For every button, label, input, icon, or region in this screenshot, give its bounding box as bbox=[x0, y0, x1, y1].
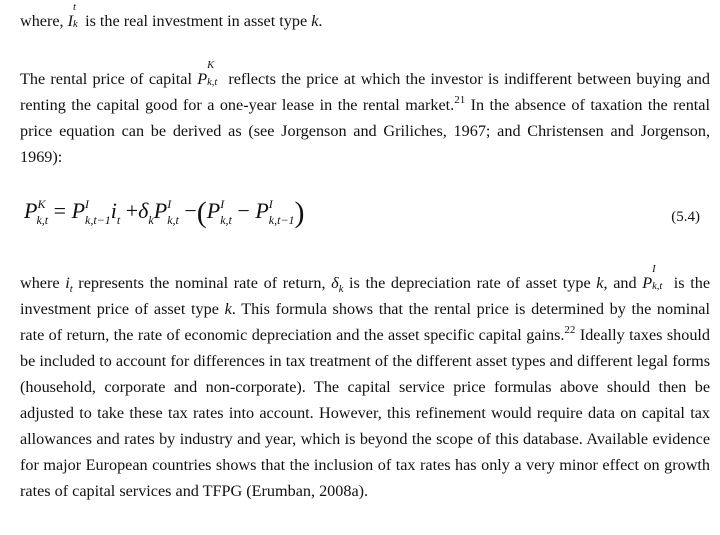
rate-symbol: i bbox=[65, 274, 70, 292]
text-run: where, bbox=[20, 12, 68, 30]
eq-sup: I bbox=[268, 197, 273, 211]
symbol-subscript: t bbox=[69, 284, 73, 295]
text-run-italic: k bbox=[224, 300, 232, 318]
symbol-subscript: k bbox=[73, 19, 78, 30]
eq-symbol: P bbox=[153, 198, 168, 223]
eq-sub: k,t−1 bbox=[85, 213, 111, 227]
symbol-base: P bbox=[642, 274, 653, 292]
eq-sup: I bbox=[167, 197, 172, 211]
eq-sub: k,t−1 bbox=[268, 213, 295, 227]
text-run: . bbox=[318, 12, 323, 30]
paragraph-investment bbox=[20, 2, 710, 34]
text-run: . This formula shows that the rental price is determined by the nominal rate of return, the rate of economic depreciation and the asset specific capital gains. bbox=[20, 300, 710, 344]
footnote-marker-21[interactable]: 21 bbox=[454, 94, 466, 106]
eq-sub: k bbox=[148, 213, 154, 227]
eq-sub: k,t bbox=[36, 213, 49, 227]
paragraph-formula-explanation bbox=[20, 264, 711, 504]
text-run: represents the nominal rate of return, bbox=[72, 274, 332, 292]
text-run: reflects the price at which the investor is indifferent between buying and renting the capital good for a one-year lease in the rental market. bbox=[20, 70, 710, 114]
text-run: In the absence of taxation the rental price equation can be derived as (see Jorgenson and Griliches, 1967; and Christensen and Jorgenson, 1969): bbox=[20, 96, 710, 166]
equation-number: (5.4) bbox=[671, 209, 700, 225]
text-run: is the depreciation rate of asset type bbox=[343, 274, 597, 292]
eq-sub: t bbox=[116, 213, 121, 227]
eq-symbol: P bbox=[24, 198, 38, 223]
eq-symbol: δ bbox=[138, 198, 149, 223]
eq-symbol: P bbox=[255, 198, 269, 223]
eq-paren: ) bbox=[294, 196, 305, 229]
text-run: where bbox=[20, 274, 66, 292]
depreciation-symbol: δ bbox=[331, 274, 339, 292]
paragraph-rental-price bbox=[20, 60, 710, 170]
text-run: The rental price of capital bbox=[20, 70, 198, 88]
eq-sup: I bbox=[85, 197, 90, 211]
text-run: is the real investment in asset type bbox=[81, 12, 312, 30]
symbol-base: I bbox=[67, 12, 74, 30]
eq-equals: = bbox=[53, 198, 67, 223]
investment-symbol bbox=[67, 2, 78, 34]
symbol-subscript: k,t bbox=[207, 77, 218, 88]
text-run-italic: k bbox=[311, 12, 319, 30]
text-run: , and bbox=[603, 274, 643, 292]
eq-sup: K bbox=[37, 197, 46, 211]
symbol-subscript: k bbox=[338, 284, 344, 295]
eq-sub: k,t bbox=[167, 213, 179, 227]
symbol-superscript: t bbox=[73, 2, 76, 13]
text-run: Ideally taxes should be included to account for differences in tax treatment of the different asset types and different legal forms (household, corporate and non-corporate). The capital service price formulas above should then be adjusted to take these tax rates into account. However, this refinement would require data on capital tax allowances and rates by industry and year, which is beyond the scope of this database. Available evidence for major European countries shows that the inclusion of tax rates has only a very minor effect on growth rates of capital services and TFPG (Erumban, 2008a). bbox=[20, 326, 711, 500]
text-run: is the investment price of asset type bbox=[20, 274, 711, 318]
eq-paren: ( bbox=[196, 196, 207, 229]
eq-sub: k,t bbox=[220, 213, 232, 227]
rental-price-symbol bbox=[197, 60, 218, 92]
eq-minus: − bbox=[237, 198, 250, 223]
symbol-base: P bbox=[197, 70, 208, 88]
text-run-italic: k bbox=[596, 274, 604, 292]
equation-5-4 bbox=[24, 196, 305, 228]
footnote-marker-22[interactable]: 22 bbox=[564, 324, 576, 336]
eq-minus: − bbox=[184, 198, 197, 223]
eq-scripts bbox=[37, 196, 45, 226]
eq-symbol: P bbox=[206, 198, 221, 223]
investment-price-symbol bbox=[642, 264, 663, 296]
eq-sup: I bbox=[220, 197, 225, 211]
eq-symbol: i bbox=[110, 198, 117, 223]
symbol-subscript: k,t bbox=[652, 281, 663, 292]
symbol-superscript: K bbox=[207, 60, 215, 71]
symbol-superscript: I bbox=[652, 264, 656, 275]
eq-symbol: P bbox=[71, 198, 86, 223]
eq-plus: + bbox=[125, 198, 139, 223]
